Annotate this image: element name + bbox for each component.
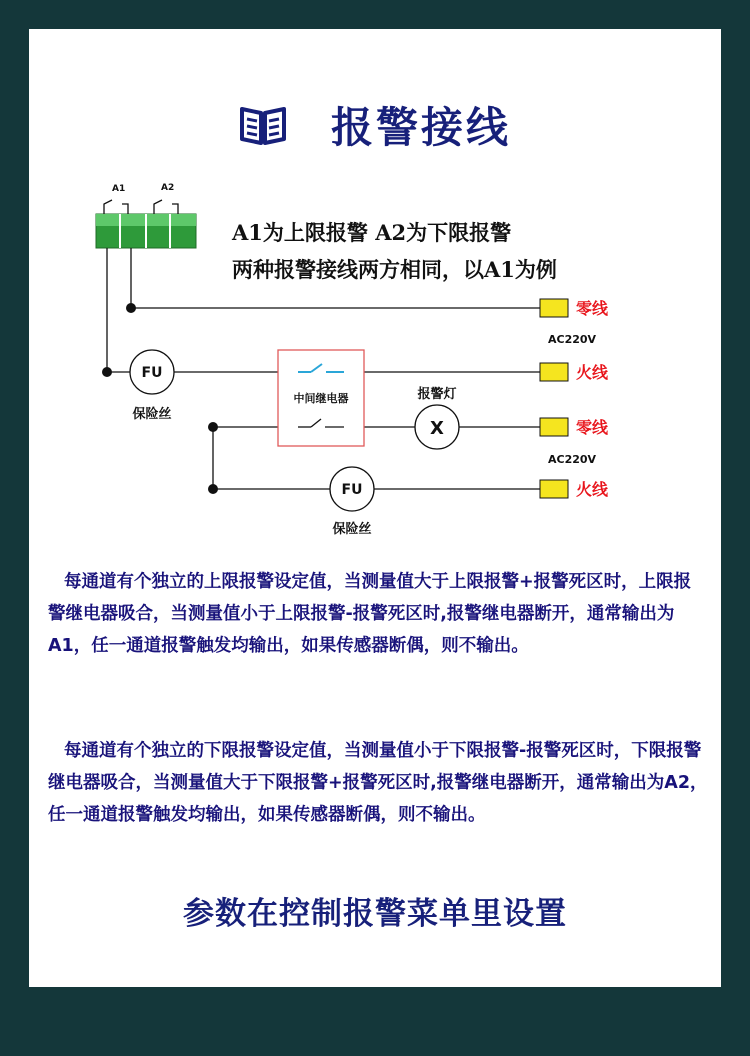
terminal-label: 火线 [576, 363, 609, 382]
relay-label-a1: A1 [112, 184, 126, 194]
ac-label: AC220V [548, 453, 597, 466]
junction-dot [208, 484, 218, 494]
alarm-lamp [415, 386, 459, 449]
alarm-lamp-label: 报警灯 [417, 387, 457, 402]
fuse-symbol: FU [341, 482, 363, 498]
ac-label: AC220V [548, 333, 597, 346]
footer-note: 参数在控制报警菜单里设置 [183, 896, 567, 932]
lamp-symbol: X [430, 418, 444, 439]
terminal-4 [540, 480, 609, 499]
fuse-label: 保险丝 [132, 407, 172, 422]
relay-block [96, 183, 196, 248]
relay-label-a2: A2 [161, 183, 175, 193]
fuse-2 [330, 467, 374, 537]
terminal-1 [540, 299, 609, 318]
intermediate-relay [278, 350, 364, 446]
intermediate-relay-label: 中间继电器 [293, 392, 349, 405]
terminal-label: 零线 [576, 299, 609, 318]
description-line-2: 两种报警接线两方相同，以A1为例 [232, 257, 557, 282]
terminal-3 [540, 418, 609, 437]
junction-dot [102, 367, 112, 377]
fuse-label: 保险丝 [332, 522, 372, 537]
paragraph-upper-limit: 每通道有个独立的上限报警设定值，当测量值大于上限报警+报警死区时，上限报警继电器吸合，当测量值小于上限报警-报警死区时,报警继电器断开，通常输出为A1，任一通道报警触发均输出，如果传感器断偶，则不输出。 [48, 572, 692, 656]
terminal-label: 零线 [576, 418, 609, 437]
junction-dot [126, 303, 136, 313]
fuse-symbol: FU [141, 365, 163, 381]
terminal-label: 火线 [576, 480, 609, 499]
terminal-2 [540, 363, 609, 382]
page-title: 报警接线 [330, 103, 511, 152]
description-line-1: A1为上限报警 A2为下限报警 [232, 220, 512, 245]
junction-dot [208, 422, 218, 432]
paragraph-lower-limit: 每通道有个独立的下限报警设定值，当测量值小于下限报警-报警死区时，下限报警继电器吸合，当测量值大于下限报警+报警死区时,报警继电器断开，通常输出为A2，任一通道报警触发均输出，如果传感器断偶，则不输出。 [48, 741, 708, 825]
fuse-1 [130, 350, 174, 422]
